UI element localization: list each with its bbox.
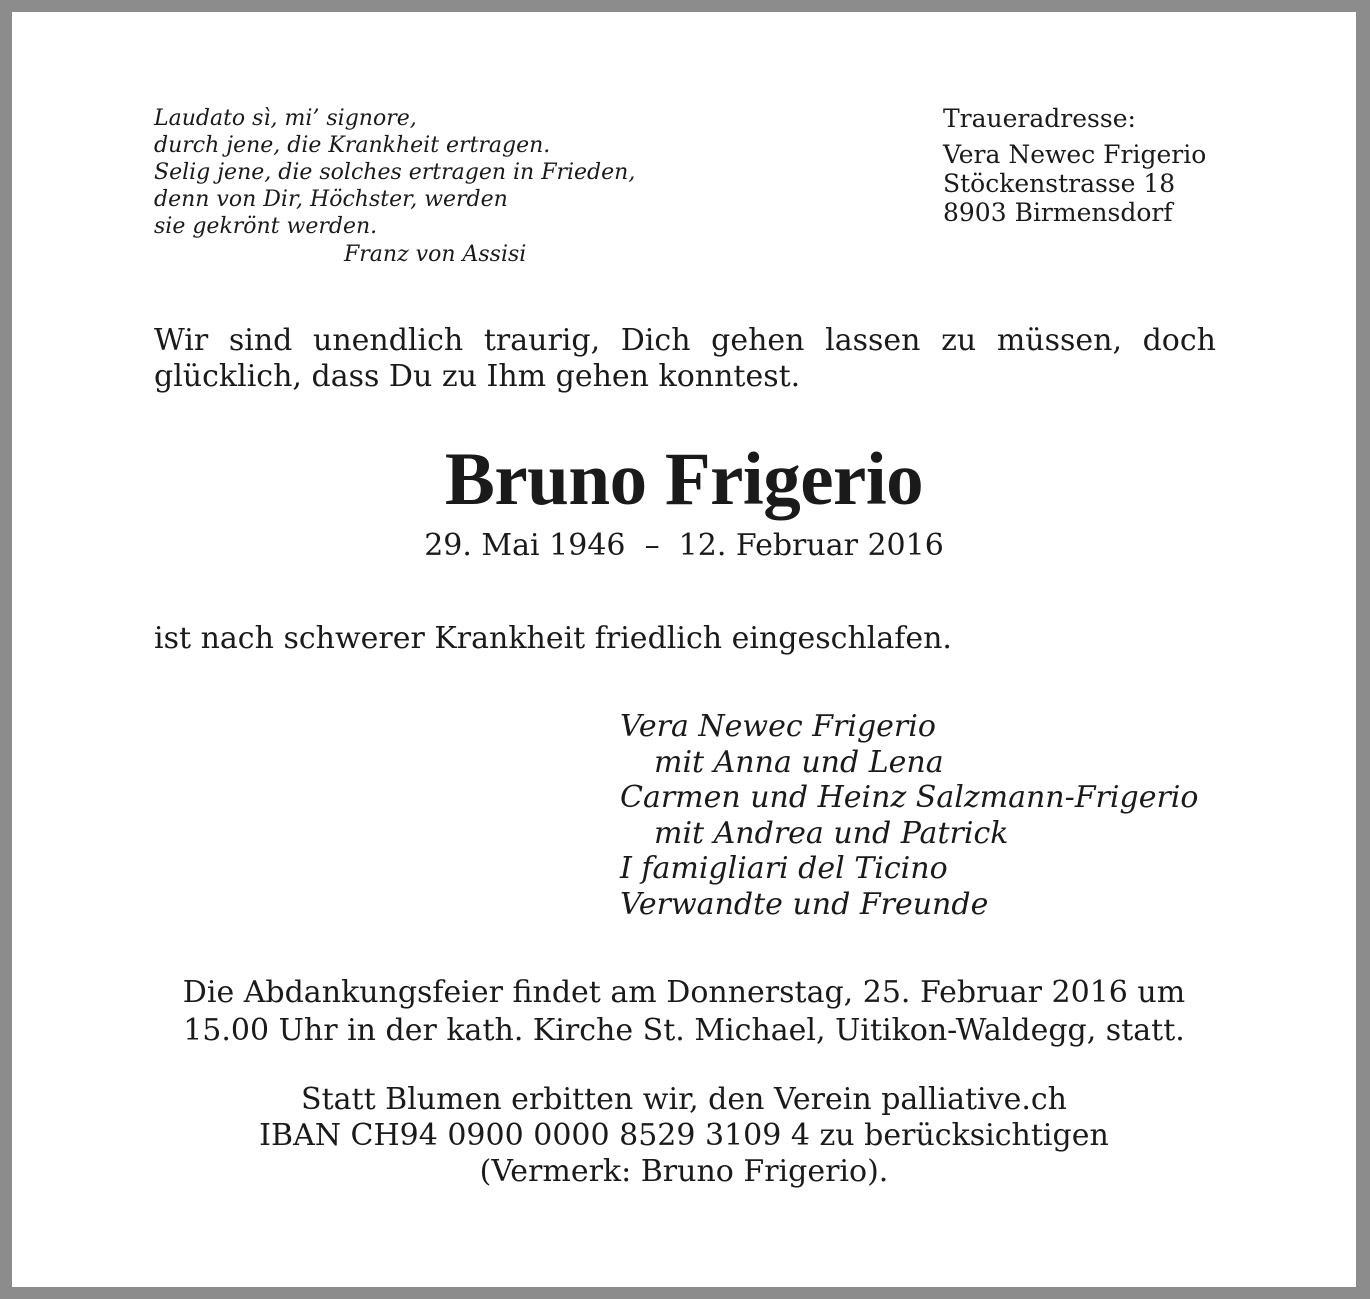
- quote-author: Franz von Assisi: [344, 242, 527, 267]
- quote-block: [154, 105, 714, 268]
- mourner-line: Verwandte und Freunde: [620, 886, 989, 922]
- donation-line: (Vermerk: Bruno Frigerio).: [479, 1154, 889, 1189]
- donation-info: [12, 1082, 1356, 1190]
- ceremony-info: [12, 974, 1356, 1050]
- deceased-name: Bruno Frigerio: [444, 438, 924, 521]
- ceremony-line: 15.00 Uhr in der kath. Kirche St. Michael, Uitikon-Waldegg, statt.: [183, 1013, 1185, 1048]
- quote-line: denn von Dir, Höchster, werden: [154, 187, 508, 212]
- obituary-notice: [12, 12, 1356, 1287]
- ceremony-line: Die Abdankungsfeier findet am Donnerstag, 25. Februar 2016 um: [182, 975, 1186, 1010]
- quote-line: Selig jene, die solches ertragen in Frieden,: [154, 160, 636, 185]
- intro-text: Wir sind unendlich traurig, Dich gehen lassen zu müssen, doch glücklich, dass Du zu Ihm gehen konntest.: [154, 323, 1216, 394]
- mourner-line: mit Andrea und Patrick: [654, 815, 1009, 851]
- mourner-line: mit Anna und Lena: [654, 744, 944, 780]
- donation-line: Statt Blumen erbitten wir, den Verein palliative.ch: [301, 1082, 1067, 1117]
- life-dates: 29. Mai 1946 – 12. Februar 2016: [424, 528, 944, 563]
- mourner-line: I famigliari del Ticino: [620, 851, 948, 886]
- donation-line: IBAN CH94 0900 0000 8529 3109 4 zu berücksichtigen: [259, 1118, 1109, 1153]
- passing-text: ist nach schwerer Krankheit friedlich eingeschlafen.: [154, 621, 952, 656]
- quote-line: sie gekrönt werden.: [154, 214, 378, 239]
- quote-line: durch jene, die Krankheit ertragen.: [154, 133, 551, 158]
- address-street: Stöckenstrasse 18: [943, 169, 1176, 198]
- mourners-list: [620, 709, 1198, 922]
- address-heading: Traueradresse:: [943, 104, 1136, 133]
- mourner-line: Carmen und Heinz Salzmann-Frigerio: [620, 780, 1199, 815]
- address-name: Vera Newec Frigerio: [943, 140, 1207, 169]
- address-city: 8903 Birmensdorf: [943, 198, 1173, 227]
- mourner-line: Vera Newec Frigerio: [620, 709, 936, 744]
- quote-line: Laudato sì, mi’ signore,: [154, 106, 417, 131]
- mourning-address: [943, 104, 1243, 227]
